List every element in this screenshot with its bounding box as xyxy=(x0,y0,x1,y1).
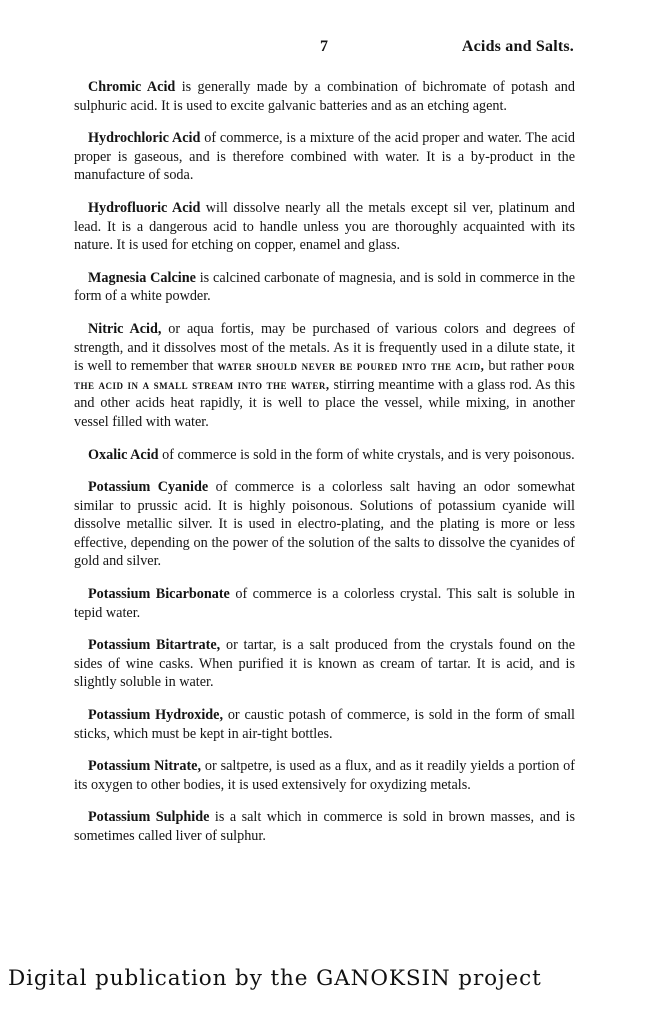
entry-nitric-acid xyxy=(74,320,575,432)
entry-hydrofluoric-acid xyxy=(74,199,575,255)
entry-term: Chromic Acid xyxy=(88,79,176,95)
entry-text: or aqua fortis, may be purchased of various colors and degrees of strength, and it dissolves most of the metals. As it is frequently used in a dilute state, it is well to remember that xyxy=(74,320,576,375)
entry-term: Oxalic Acid xyxy=(88,446,159,463)
body-text xyxy=(74,78,575,860)
entry-term: Potassium Bitartrate, xyxy=(88,637,221,654)
entry-text: is calcined carbonate of magnesia, and is sold in commerce in the form of a white powder. xyxy=(74,269,575,305)
entry-potassium-bicarbonate xyxy=(74,585,575,622)
entry-text: or saltpetre, is used as a flux, and as it readily yields a portion of its oxygen to other bodies, it is used extensively for oxydizing metals. xyxy=(74,758,575,793)
entry-text: stirring meantime with a glass rod. As this and other acids heat rapidly, it is well to place the vessel, while mixing, in another vessel filled with water. xyxy=(74,376,575,430)
entry-potassium-hydroxide xyxy=(74,706,575,743)
publication-credit: Digital publication by the GANOKSIN project xyxy=(8,966,542,991)
entry-term: Potassium Bicarbonate xyxy=(88,586,230,603)
entry-potassium-cyanide xyxy=(74,478,575,571)
entry-chromic-acid xyxy=(74,78,575,115)
entry-term: Hydrofluoric Acid xyxy=(88,199,201,216)
entry-potassium-bitartrate xyxy=(74,636,575,692)
warning-text: water should never be poured into the acid, xyxy=(217,358,485,374)
entry-term: Potassium Hydroxide, xyxy=(88,707,224,724)
entry-text: of commerce is a colorless crystal. This salt is soluble in tepid water. xyxy=(74,586,575,621)
entry-text: but rather xyxy=(484,358,548,375)
entry-magnesia-calcine xyxy=(74,269,575,306)
entry-text: is a salt which in commerce is sold in brown masses, and is sometimes called liver of sulphur. xyxy=(74,809,575,844)
entry-oxalic-acid xyxy=(74,446,575,465)
entry-text: of commerce, is a mixture of the acid proper and water. The acid proper is gaseous, and is therefore combined with water. It is a by-product in the manufacture of soda. xyxy=(74,130,575,184)
running-title: Acids and Salts. xyxy=(461,38,574,55)
entry-text: is generally made by a combination of bichromate of potash and sulphuric acid. It is used to excite galvanic batteries and as an etching agent. xyxy=(74,79,575,114)
entry-term: Nitric Acid, xyxy=(88,320,162,337)
entry-term: Magnesia Calcine xyxy=(88,269,196,286)
entry-term: Hydrochloric Acid xyxy=(88,130,201,147)
entry-potassium-nitrate xyxy=(74,757,575,794)
entry-hydrochloric-acid xyxy=(74,129,575,185)
entry-term: Potassium Nitrate, xyxy=(88,758,202,775)
entry-text: or tartar, is a salt produced from the crystals found on the sides of wine casks. When purified it is known as cream of tartar. It is acid, and is slightly soluble in water. xyxy=(74,637,576,691)
entry-text: will dissolve nearly all the metals except sil ver, platinum and lead. It is a dangerous acid to handle unless you are thoroughly acquainted with its nature. It is used for etching on copper, enamel and glass. xyxy=(74,199,575,254)
page-header xyxy=(0,36,662,60)
entry-text: or caustic potash of commerce, is sold in the form of small sticks, which must be kept in air-tight bottles. xyxy=(74,707,576,742)
entry-text: of commerce is sold in the form of white crystals, and is very poisonous. xyxy=(158,446,575,463)
entry-text: of commerce is a colorless salt having an odor somewhat similar to prussic acid. It is highly poisonous. Solutions of potassium cyanide will dissolve metallic silver. It is used in electro-plating, and the plating is more or less effective, depending on the power of the solution of the salts to dissolve the cyanides of gold and silver. xyxy=(74,479,576,570)
page-number: 7 xyxy=(320,38,328,55)
instruction-text: pour the acid in a small stream into the water, xyxy=(74,358,575,392)
entry-term: Potassium Cyanide xyxy=(88,479,209,496)
entry-term: Potassium Sulphide xyxy=(88,809,210,826)
entry-potassium-sulphide xyxy=(74,808,575,845)
